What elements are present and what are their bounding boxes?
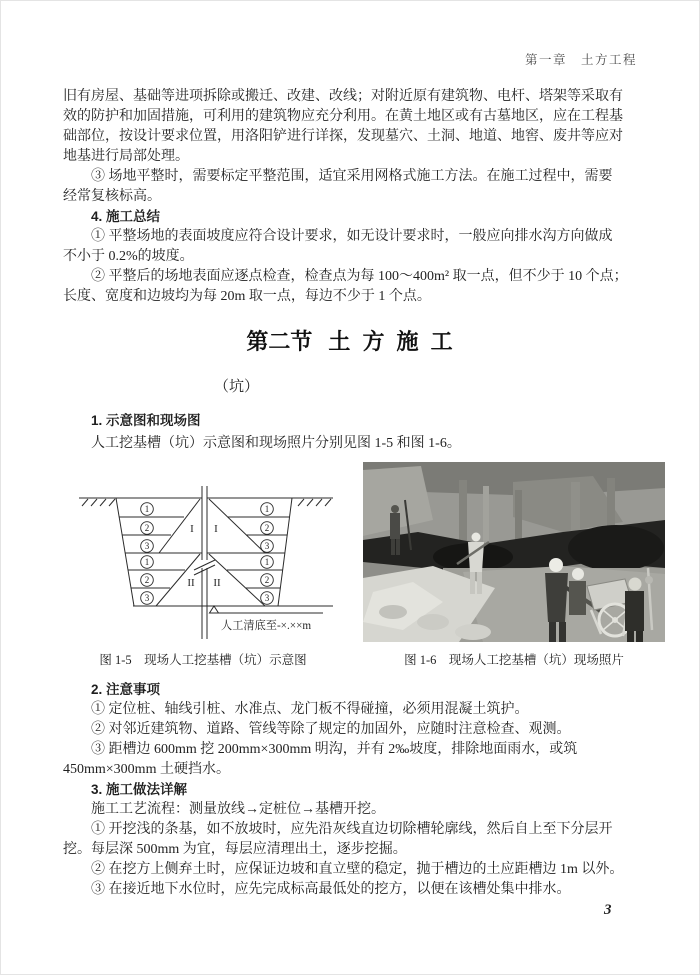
page-number: 3	[604, 902, 612, 918]
paragraph-line: 效的防护和加固措施，可利用的建筑物应充分利用。在黄土地区或有古墓地区，应在工程基	[63, 109, 623, 124]
section-title-prefix: 第二节	[246, 329, 313, 354]
svg-text:I: I	[214, 523, 218, 535]
paragraph-line: ① 平整场地的表面坡度应符合设计要求，如无设计要求时，一般应向排水沟方向做成	[91, 229, 613, 244]
section-title-main: 土 方 施 工	[328, 329, 456, 354]
break-mark	[194, 560, 215, 570]
paragraph-line: ③ 场地平整时，需要标定平整范围，适宜采用网格式施工方法。在施工过程中，需要	[91, 169, 613, 184]
svg-text:1: 1	[264, 557, 270, 568]
cleanup-depth-annotation	[209, 606, 323, 632]
paragraph-line: 地基进行局部处理。	[63, 149, 189, 164]
subtitle-pit: （坑）	[214, 379, 260, 395]
svg-text:I: I	[190, 523, 194, 535]
paragraph-line: 础部位，按设计要求位置，用洛阳铲进行详探，发现墓穴、土洞、地道、地窖、废井等应对	[63, 129, 623, 144]
paragraph-line: 挖。每层深 500mm 为宜，每层应清理出土，逐步挖掘。	[63, 842, 407, 857]
svg-text:2: 2	[264, 575, 270, 586]
svg-text:1: 1	[144, 557, 150, 568]
svg-text:II: II	[187, 577, 195, 589]
svg-text:3: 3	[144, 541, 150, 552]
svg-text:1: 1	[144, 504, 150, 515]
paragraph-line: ② 在挖方上侧弃土时，应保证边坡和直立壁的稳定，抛于槽边的土应距槽边 1m 以外。	[91, 862, 624, 877]
paragraph-line: ② 对邻近建筑物、道路、管线等除了规定的加固外，应随时注意检查、观测。	[91, 722, 571, 737]
figure-1-6-caption: 图 1-6 现场人工挖基槽（坑）现场照片	[404, 653, 624, 667]
figure-1-5-caption: 图 1-5 现场人工挖基槽（坑）示意图	[99, 653, 307, 667]
paragraph-line: 450mm×300mm 土硬挡水。	[63, 762, 230, 777]
paragraph-line: 长度、宽度和边坡均为每 20m 取一点，每边不少于 1 个点。	[63, 289, 431, 304]
site-photo	[363, 462, 665, 642]
lower-text-block	[63, 680, 645, 900]
heading-2-precautions: 2. 注意事项	[91, 682, 161, 697]
heading-4-construction-summary: 4. 施工总结	[91, 209, 161, 224]
svg-text:2: 2	[144, 575, 150, 586]
heading-1-diagrams: 1. 示意图和现场图	[91, 413, 201, 428]
paragraph-line: ① 开挖浅的条基，如不放坡时，应先沿灰线直边切除槽轮廓线，然后自上至下分层开	[91, 822, 613, 837]
svg-text:3: 3	[144, 593, 150, 604]
depth-triangle-icon	[210, 606, 219, 613]
running-header: 第一章 土方工程	[524, 53, 637, 67]
paragraph-line: 旧有房屋、基础等进项拆除或搬迁、改建、改线；对附近原有建筑物、电杆、塔架等采取有	[63, 89, 623, 104]
upper-text-block	[63, 87, 645, 307]
svg-text:3: 3	[264, 593, 270, 604]
svg-text:3: 3	[264, 541, 270, 552]
svg-text:2: 2	[144, 523, 150, 534]
paragraph-line: ③ 距槽边 600mm 挖 200mm×300mm 明沟，并有 2‰坡度，排除地面雨水，或筑	[91, 742, 578, 757]
svg-text:1: 1	[264, 504, 270, 515]
paragraph-line: 施工工艺流程：测量放线→定桩位→基槽开挖。	[91, 802, 385, 817]
svg-text:II: II	[213, 577, 221, 589]
depth-note-text: 人工清底至-×.××m	[221, 620, 312, 632]
roman-stage-labels	[187, 523, 221, 589]
section-title	[1, 325, 700, 356]
heading-3-method-details: 3. 施工做法详解	[91, 782, 188, 797]
sub1-text: 人工挖基槽（坑）示意图和现场照片分别见图 1-5 和图 1-6。	[91, 436, 461, 451]
paragraph-line: 经常复核标高。	[63, 189, 161, 204]
break-mark	[194, 565, 215, 575]
paragraph-line: ② 平整后的场地表面应逐点检查，检查点为每 100～400m² 取一点，但不少于 10 个点；	[91, 269, 628, 284]
paragraph-line: 不小于 0.2%的坡度。	[63, 249, 194, 264]
svg-text:2: 2	[264, 523, 270, 534]
center-column	[194, 486, 215, 639]
paragraph-line: ① 定位桩、轴线引桩、水准点、龙门板不得碰撞，必须用混凝土筑护。	[91, 702, 529, 717]
paragraph-line: ③ 在接近地下水位时，应先完成标高最低处的挖方，以便在该槽处集中排水。	[91, 882, 571, 897]
excavation-diagram	[71, 478, 343, 648]
